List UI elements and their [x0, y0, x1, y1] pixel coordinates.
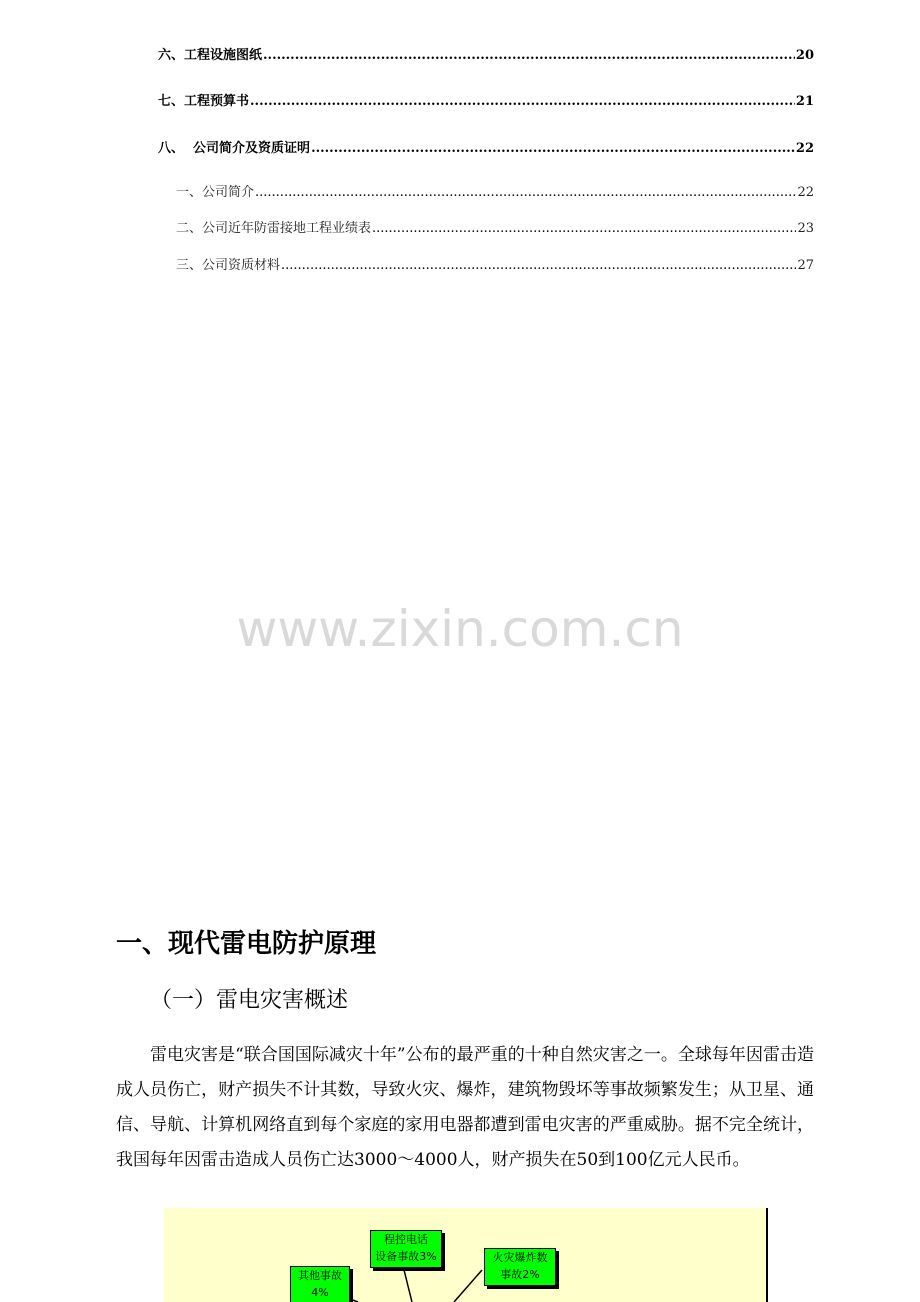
diagram-connector-lines	[164, 1208, 768, 1302]
callout-line: 火灾爆炸数	[492, 1251, 548, 1264]
callout-fire-explosion-accident	[484, 1248, 556, 1286]
toc-entry-label: 六、工程设施图纸	[158, 48, 263, 63]
body-paragraph: 雷电灾害是“联合国国际减灾十年”公布的最严重的十种自然灾害之一。全球每年因雷击造成人员伤亡，财产损失不计其数，导致火灾、爆炸，建筑物毁坏等事故频繁发生；从卫星、通信、导航、计算机网络直到每个家庭的家用电器都遭到雷电灾害的严重威胁。据不完全统计，我国每年因雷击造成人员伤亡达3000～4000人，财产损失在50到100亿元人民币。	[116, 1045, 814, 1170]
toc-leader-dots	[263, 48, 795, 64]
toc-entry[interactable]	[158, 141, 814, 157]
callout-line: 其他事故	[298, 1269, 342, 1282]
diagram-right-border	[766, 1208, 768, 1302]
toc-entry-page: 20	[795, 48, 814, 63]
toc-leader-dots	[311, 141, 795, 157]
lightning-accident-diagram	[164, 1208, 768, 1302]
toc-entry-label: 一、公司简介	[176, 185, 255, 200]
toc-leader-dots	[281, 258, 796, 274]
watermark: www.zixin.com.cn	[236, 600, 684, 658]
toc-subentry[interactable]	[176, 258, 814, 274]
toc-entry[interactable]	[158, 48, 814, 64]
callout-line: 程控电话	[384, 1233, 428, 1246]
callout-line: 4%	[311, 1286, 329, 1299]
toc-subentry[interactable]	[176, 221, 814, 237]
section-title: 一、现代雷电防护原理	[116, 929, 377, 959]
toc-leader-dots	[372, 221, 796, 237]
toc-entry-page: 27	[797, 258, 814, 273]
toc-entry-page: 23	[797, 221, 814, 236]
callout-other-accident	[290, 1266, 350, 1302]
toc-leader-dots	[255, 185, 796, 201]
toc-entry[interactable]	[158, 94, 814, 110]
callout-line: 设备事故3%	[375, 1250, 437, 1263]
toc-entry-label: 三、公司资质材料	[176, 258, 281, 273]
section-subtitle: （一）雷电灾害概述	[150, 988, 349, 1013]
callout-line: 事故2%	[500, 1268, 540, 1281]
toc-subentry[interactable]	[176, 185, 814, 201]
callout-telephone-accident	[370, 1230, 442, 1268]
toc-entry-label: 二、公司近年防雷接地工程业绩表	[176, 221, 372, 236]
toc-entry-page: 22	[797, 185, 814, 200]
toc-entry-label: 八、 公司简介及资质证明	[158, 141, 311, 156]
toc-entry-page: 21	[795, 94, 814, 109]
toc-entry-label: 七、工程预算书	[158, 94, 250, 109]
toc-entry-page: 22	[795, 141, 814, 156]
toc-leader-dots	[250, 94, 795, 110]
